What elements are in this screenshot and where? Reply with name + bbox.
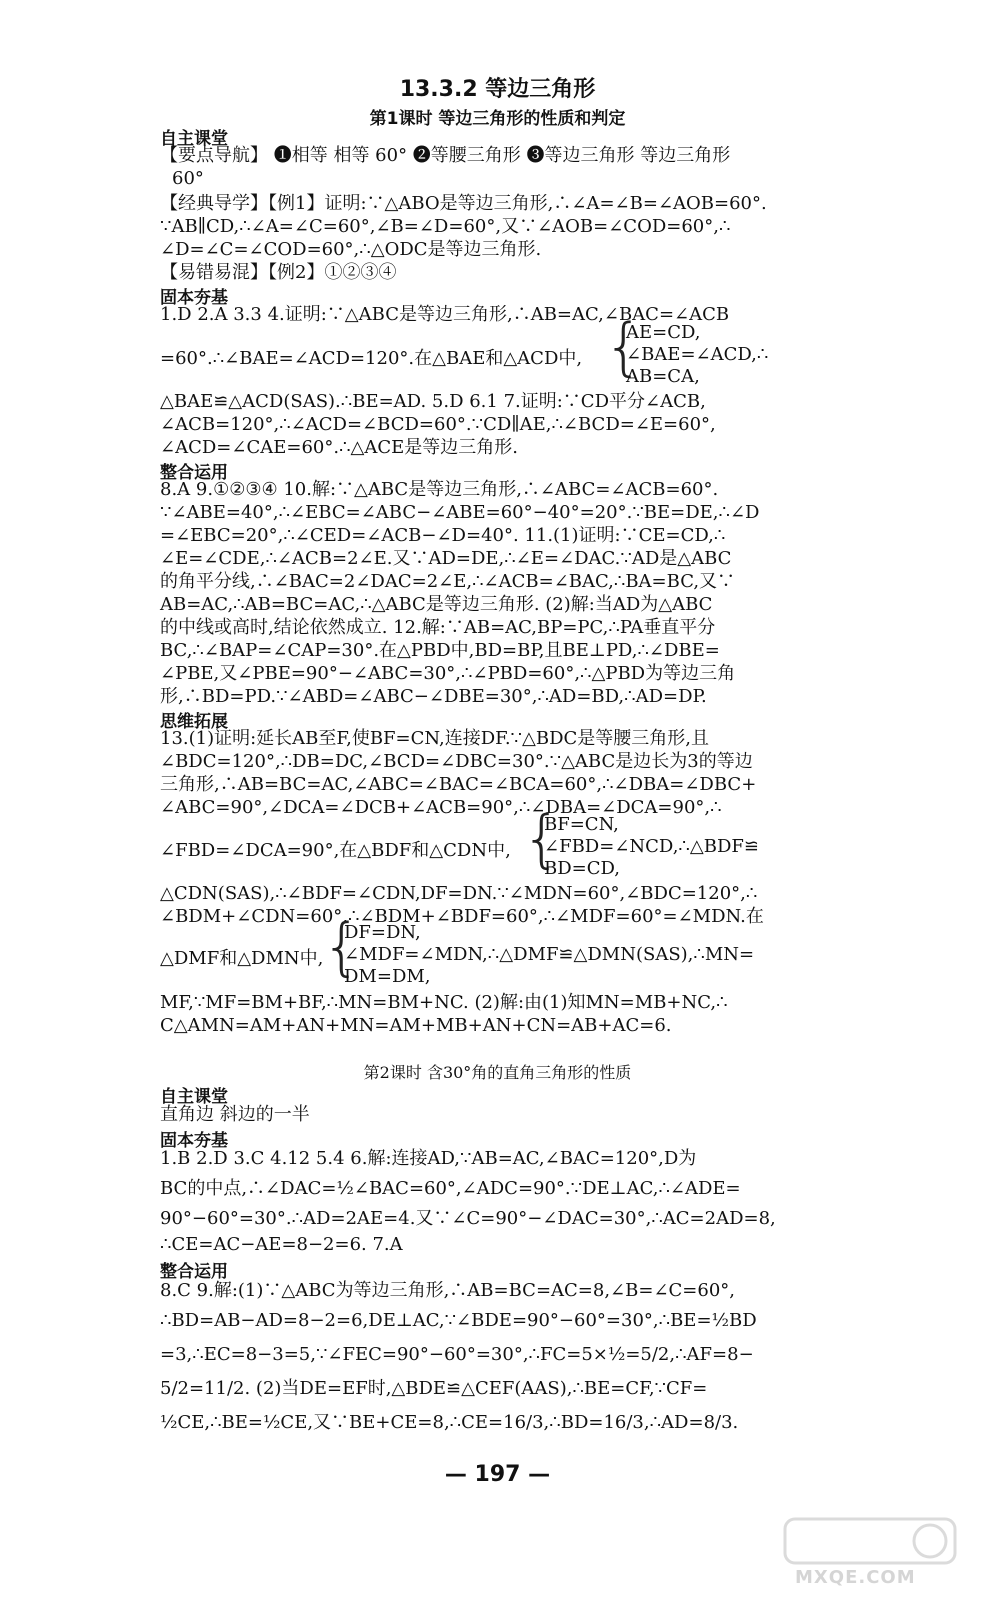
text-line: 直角边 斜边的一半 [160,1104,310,1125]
text-line: 三角形,∴AB=BC=AC,∠ABC=∠BAC=∠BCA=60°,∴∠DBA=∠DBC+ [160,774,757,795]
text-line: △CDN(SAS),∴∠BDF=∠CDN,DF=DN.∵∠MDN=60°,∠BDC=120°,∴ [160,883,758,904]
text-line: 13.(1)证明:延长AB至F,使BF=CN,连接DF.∵△BDC是等腰三角形,且 [160,728,709,749]
system-line: DM=DM, [344,966,431,987]
text-line: ∠ABC=90°,∠DCA=∠DCB+∠ACB=90°,∴∠DBA=∠DCA=90°,∴ [160,797,722,818]
text-line: ∠E=∠CDE,∴∠ACB=2∠E.又∵AD=DE,∴∠E=∠DAC.∵AD是△ABC [160,548,732,569]
text-line: 90°−60°=30°.∴AD=2AE=4.又∵∠C=90°−∠DAC=30°,∴AC=2AD=8, [160,1208,776,1229]
text-line: ∠ACB=120°,∴∠ACD=∠BCD=60°.∵CD∥AE,∴∠BCD=∠E=60°, [160,414,716,435]
text-line: 8.A 9.①②③④ 10.解:∵△ABC是等边三角形,∴∠ABC=∠ACB=60°. [160,479,719,500]
text-line: ∴CE=AC−AE=8−2=6. 7.A [160,1234,403,1255]
lesson-1-title: 第1课时 等边三角形的性质和判定 [369,109,626,129]
text-line: 1.D 2.A 3.3 4.证明:∵△ABC是等边三角形,∴AB=AC,∠BAC=∠ACB [160,304,730,325]
text-line: ∠ACD=∠CAE=60°.∴△ACE是等边三角形. [160,437,518,458]
text-line: =60°.∴∠BAE=∠ACD=120°.在△BAE和△ACD中, [160,348,583,369]
system-line: ∠BAE=∠ACD,∴ [626,344,769,365]
text-line: 【易错易混】【例2】①②③④ [160,262,397,283]
system-line: BF=CN, [544,814,619,835]
text-line: 60° [172,168,204,189]
text-line: ∠BDM+∠CDN=60°,∴∠BDM+∠BDF=60°,∴∠MDF=60°=∠MDN.在 [160,906,764,927]
text-line: MF,∵MF=BM+BF,∴MN=BM+NC. (2)解:由(1)知MN=MB+NC,∴ [160,992,728,1013]
lesson-2-title: 第2课时 含30°角的直角三角形的性质 [363,1063,632,1082]
brace: { [522,802,562,875]
page-number: — 197 — [444,1462,551,1487]
heading-zhenghe: 整合运用 [160,463,228,483]
text-line: 5/2=11/2. (2)当DE=EF时,△BDE≌△CEF(AAS),∴BE=CF,∵CF= [160,1378,708,1399]
text-line: ∴BD=AB−AD=8−2=6,DE⊥AC,∵∠BDE=90°−60°=30°,∴BE=½BD [160,1310,757,1331]
system-line: BD=CD, [544,858,621,879]
text-line: 的角平分线,∴∠BAC=2∠DAC=2∠E,∴∠ACB=∠BAC,∴BA=BC,又∵ [160,571,736,592]
heading-zizhu-2: 自主课堂 [160,1087,228,1107]
text-line: AB=AC,∴AB=BC=AC,∴△ABC是等边三角形. (2)解:当AD为△ABC [160,594,713,615]
text-line: △DMF和△DMN中, [160,948,324,969]
watermark [755,1515,975,1590]
brace: { [604,310,644,383]
system-line: AE=CD, [626,322,701,343]
text-line: ½CE,∴BE=½CE,又∵BE+CE=8,∴CE=16/3,∴BD=16/3,∴AD=8/3. [160,1412,739,1433]
text-line: ∠FBD=∠DCA=90°,在△BDF和△CDN中, [160,840,511,861]
text-line: C△AMN=AM+AN+MN=AM+MB+AN+CN=AB+AC=6. [160,1015,672,1036]
heading-zhenghe-2: 整合运用 [160,1262,228,1282]
heading-guben: 固本夯基 [160,288,228,308]
section-title: 13.3.2 等边三角形 [399,77,596,102]
text-line: 1.B 2.D 3.C 4.12 5.4 6.解:连接AD,∵AB=AC,∠BAC=120°,D为 [160,1148,697,1169]
text-line: ∵AB∥CD,∴∠A=∠C=60°,∠B=∠D=60°,又∵∠AOB=∠COD=60°,∴ [160,216,731,237]
heading-siwei: 思维拓展 [160,712,228,732]
watermark-logo-icon [755,1515,975,1565]
text-line: ∠BDC=120°,∴DB=DC,∠BCD=∠DBC=30°.∵△ABC是边长为3的等边 [160,751,753,772]
text-line: 形,∴BD=PD.∵∠ABD=∠ABC−∠DBE=30°,∴AD=BD,∴AD=DP. [160,686,707,707]
text-line: ∠PBE,又∠PBE=90°−∠ABC=30°,∴∠PBD=60°,∴△PBD为等边三角 [160,663,736,684]
text-line: ∵∠ABE=40°,∴∠EBC=∠ABC−∠ABE=60°−40°=20°.∵BE=DE,∴∠D [160,502,760,523]
text-line: BC,∴∠BAP=∠CAP=30°.在△PBD中,BD=BP,且BE⊥PD,∴∠DBE= [160,640,720,661]
system-line: ∠FBD=∠NCD,∴△BDF≌ [544,836,759,857]
system-line: AB=CA, [626,366,700,387]
watermark-text: MXQE.COM [795,1567,916,1588]
system-line: ∠MDF=∠MDN,∴△DMF≌△DMN(SAS),∴MN= [344,944,755,965]
text-line: BC的中点,∴∠DAC=½∠BAC=60°,∠ADC=90°.∵DE⊥AC,∴∠ADE= [160,1178,741,1199]
system-line: DF=DN, [344,922,421,943]
text-line: △BAE≌△ACD(SAS).∴BE=AD. 5.D 6.1 7.证明:∵CD平分∠ACB, [160,391,706,412]
brace: { [322,910,362,983]
text-line: 的中线或高时,结论依然成立. 12.解:∵AB=AC,BP=PC,∴PA垂直平分 [160,617,716,638]
heading-guben-2: 固本夯基 [160,1131,228,1151]
heading-zizhu: 自主课堂 [160,129,228,149]
text-line: =∠EBC=20°,∴∠CED=∠ACB−∠D=40°. 11.(1)证明:∵CE=CD,∴ [160,525,726,546]
text-line: 【要点导航】 ❶相等 相等 60° ❷等腰三角形 ❸等边三角形 等边三角形 [160,145,731,166]
text-line: ∠D=∠C=∠COD=60°,∴△ODC是等边三角形. [160,239,542,260]
text-line: =3,∴EC=8−3=5,∵∠FEC=90°−60°=30°,∴FC=5×½=5/2,∴AF=8− [160,1344,754,1365]
text-line: 8.C 9.解:(1)∵△ABC为等边三角形,∴AB=BC=AC=8,∠B=∠C=60°, [160,1280,736,1301]
text-line: 【经典导学】【例1】证明:∵△ABO是等边三角形,∴∠A=∠B=∠AOB=60°. [160,193,767,214]
